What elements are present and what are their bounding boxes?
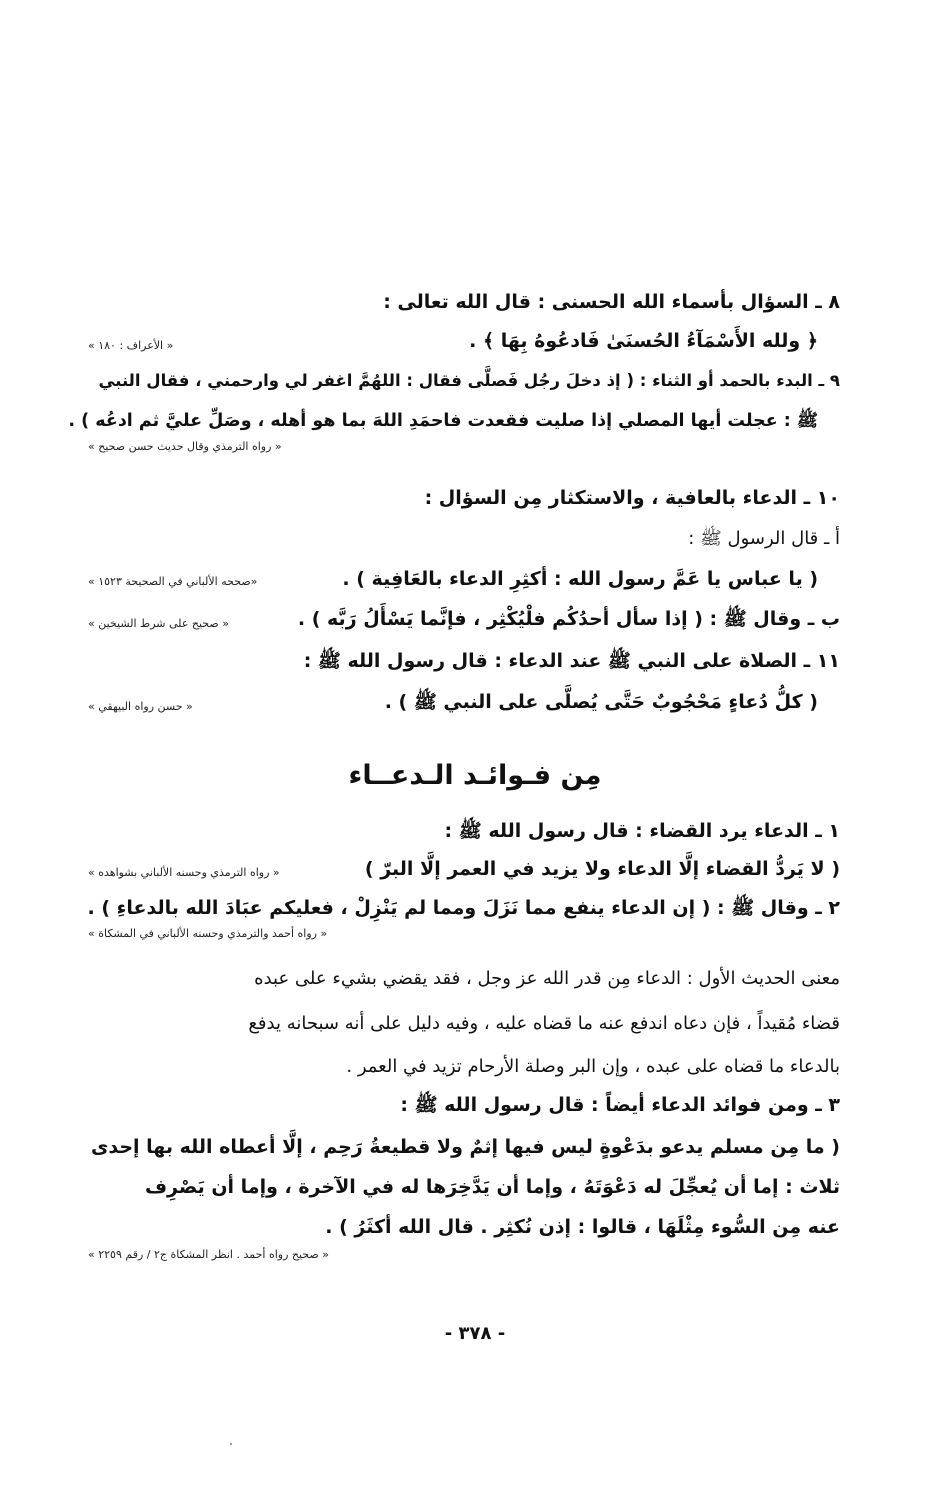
- meaning-line-2: قضاء مُقيداً ، فإن دعاه اندفع عنه ما قضاه عليه ، وفيه دليل على أنه سبحانه يدفع: [248, 1013, 840, 1034]
- page-number: - ٣٧٨ -: [444, 1323, 506, 1344]
- meaning-line-1: معنى الحديث الأول : الدعاء مِن قدر الله عز وجل ، فقد يقضي بشيء على عبده: [254, 968, 840, 989]
- section-11-reference: « حسن رواه البيهقي »: [88, 700, 193, 713]
- benefit-1-hadith: ( لا يَردُّ القضاء إلَّا الدعاء ولا يزيد في العمر إلَّا البرّ ): [364, 858, 840, 880]
- meaning-line-3: بالدعاء ما قضاه على عبده ، وإن البر وصلة الأرحام تزيد في العمر .: [346, 1056, 840, 1077]
- section-10-title: ١٠ ـ الدعاء بالعافية ، والاستكثار مِن السؤال :: [424, 487, 840, 509]
- section-10-b-reference: « صحيح على شرط الشيخين »: [88, 617, 229, 630]
- benefit-2-hadith: ٢ ـ وقال ﷺ : ( إن الدعاء ينفع مما نَزَلَ ومما لم يَنْزِلْ ، فعليكم عبَادَ الله بالدعاءِ ) .: [87, 897, 840, 919]
- scan-speck: [230, 1443, 232, 1445]
- section-11-title: ١١ ـ الصلاة على النبي ﷺ عند الدعاء : قال رسول الله ﷺ :: [303, 650, 840, 672]
- benefit-1-title: ١ ـ الدعاء يرد القضاء : قال رسول الله ﷺ :: [444, 820, 840, 842]
- section-10-a-hadith: ( يا عباس يا عَمَّ رسول الله : أكثِرِ الدعاء بالعَافِية ) .: [342, 568, 818, 590]
- benefit-3-reference: « صحيح رواه أحمد . انظر المشكاة ج٢ / رقم ٢٢٥٩ »: [88, 1248, 329, 1261]
- benefit-3-hadith-line-1: ( ما مِن مسلم يدعو بدَعْوةٍ ليس فيها إثمٌ ولا قطيعةُ رَحِم ، إلَّا أعطاه الله بها إحدى: [90, 1136, 840, 1158]
- section-9-line-2: ﷺ : عجلت أيها المصلي إذا صليت فقعدت فاحمَدِ اللهَ بما هو أهله ، وصَلِّ عليَّ ثم ادعُه ) .: [68, 411, 818, 431]
- section-8-verse: ﴿ ولله الأَسْمَآءُ الحُسنَىٰ فَادعُوهُ بِهَا ﴾ .: [469, 330, 818, 352]
- section-9-line-1: ٩ ـ البدء بالحمد أو الثناء : ( إذ دخلَ رجُل فَصلَّى فقال : اللهُمَّ اغفر لي وارحمني ، فقال النبي: [98, 371, 840, 390]
- benefit-1-reference: « رواه الترمذي وحسنه الألباني بشواهده »: [88, 866, 280, 879]
- benefits-heading: مِن فـوائـد الـدعــاء: [348, 760, 602, 791]
- section-10-b-hadith: ب ـ وقال ﷺ : ( إذا سأل أحدُكُم فلْيُكْثِر ، فإنَّما يَسْأَلُ رَبَّه ) .: [297, 608, 840, 630]
- section-11-hadith: ( كلُّ دُعاءٍ مَحْجُوبٌ حَتَّى يُصلَّى على النبي ﷺ ) .: [384, 691, 818, 713]
- section-10-a-label: أ ـ قال الرسول ﷺ :: [688, 528, 840, 549]
- benefit-3-hadith-line-2: ثلاث : إما أن يُعجِّلَ له دَعْوَتَهُ ، وإما أن يَدَّخِرَها له في الآخرة ، وإما أن يَصْرِف: [144, 1176, 840, 1198]
- benefit-3-hadith-line-3: عنه مِن السُّوء مِثْلَهَا ، قالوا : إذن نُكثِر . قال الله أكثَرُ ) .: [325, 1216, 840, 1238]
- section-8-reference: « الأعراف : ١٨٠ »: [88, 339, 174, 352]
- section-9-reference: « رواه الترمذي وقال حديث حسن صحيح »: [88, 440, 282, 453]
- benefit-2-reference: « رواه أحمد والترمذي وحسنه الألباني في المشكاة »: [88, 927, 328, 940]
- section-8-title: ٨ ـ السؤال بأسماء الله الحسنى : قال الله تعالى :: [383, 291, 840, 313]
- benefit-3-title: ٣ ـ ومن فوائد الدعاء أيضاً : قال رسول الله ﷺ :: [400, 1094, 840, 1116]
- section-10-a-reference: «صححه الألباني في الصحيحة ١٥٢٣ »: [88, 575, 258, 588]
